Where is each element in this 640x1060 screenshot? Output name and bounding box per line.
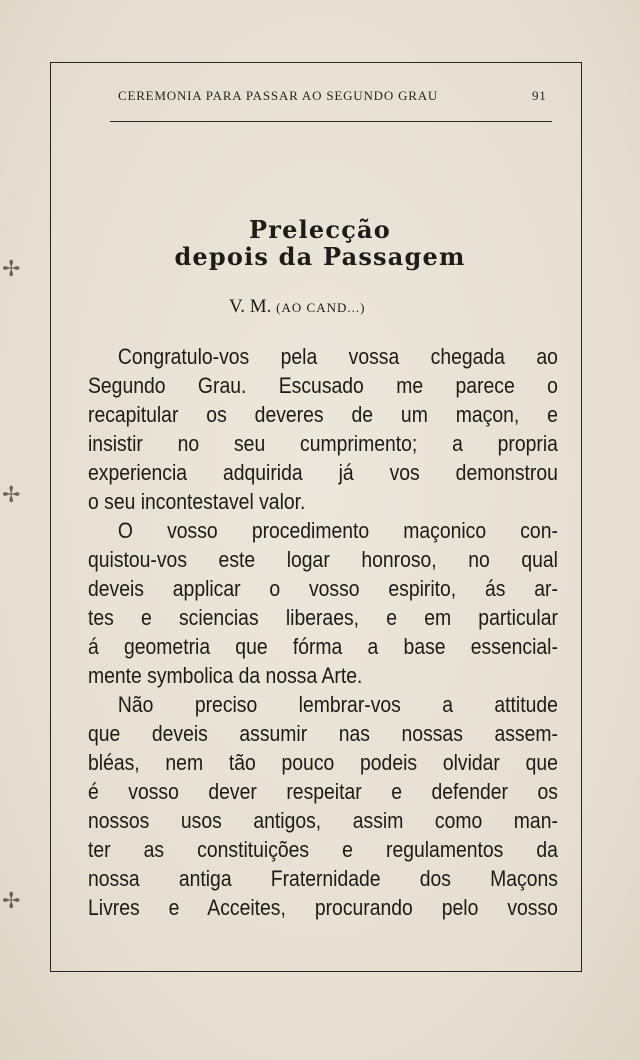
text-line: deveis applicar o vosso espirito, ás ar- bbox=[88, 576, 558, 601]
text-line: mente symbolica da nossa Arte. bbox=[88, 663, 363, 688]
margin-binding-mark: ✢ bbox=[2, 256, 21, 281]
text-line: Não preciso lembrar-vos a attitude bbox=[117, 692, 558, 717]
margin-binding-mark: ✢ bbox=[2, 888, 21, 913]
text-line: quistou-vos este logar honroso, no qual bbox=[88, 547, 558, 572]
text-line: O vosso procedimento maçonico con- bbox=[117, 518, 558, 543]
running-head bbox=[118, 88, 568, 104]
section-title-line-1: Prelecção bbox=[249, 215, 391, 244]
text-line: ter as constituições e regulamentos da bbox=[88, 837, 558, 862]
speaker-name: V. M. bbox=[229, 296, 272, 317]
page-number: 91 bbox=[532, 88, 547, 103]
text-line: o seu incontestavel valor. bbox=[88, 489, 306, 514]
text-line: bléas, nem tão pouco podeis olvidar que bbox=[88, 750, 558, 775]
text-line: á geometria que fórma a base essencial- bbox=[88, 634, 558, 659]
text-line: que deveis assumir nas nossas assem- bbox=[88, 721, 558, 746]
speaker-line bbox=[229, 296, 365, 318]
text-line: Livres e Acceites, procurando pelo vosso bbox=[88, 895, 558, 920]
stage-direction: (AO CAND...) bbox=[276, 300, 366, 315]
text-line: Segundo Grau. Escusado me parece o bbox=[88, 373, 558, 398]
text-line: recapitular os deveres de um maçon, e bbox=[88, 402, 558, 427]
text-line: experiencia adquirida já vos demonstrou bbox=[88, 460, 558, 485]
text-line: insistir no seu cumprimento; a propria bbox=[88, 431, 558, 456]
text-line: tes e sciencias liberaes, e em particular bbox=[88, 605, 558, 630]
text-line: nossos usos antigos, assim como man- bbox=[88, 808, 558, 833]
text-line: é vosso dever respeitar e defender os bbox=[88, 779, 558, 804]
margin-binding-mark: ✢ bbox=[2, 482, 21, 507]
text-line: nossa antiga Fraternidade dos Maçons bbox=[88, 866, 558, 891]
body-text bbox=[88, 342, 558, 922]
section-title-line-2: depois da Passagem bbox=[174, 242, 466, 271]
running-head-title: CEREMONIA PARA PASSAR AO SEGUNDO GRAU bbox=[118, 88, 439, 103]
header-rule bbox=[110, 121, 552, 122]
text-line: Congratulo-vos pela vossa chegada ao bbox=[117, 344, 558, 369]
